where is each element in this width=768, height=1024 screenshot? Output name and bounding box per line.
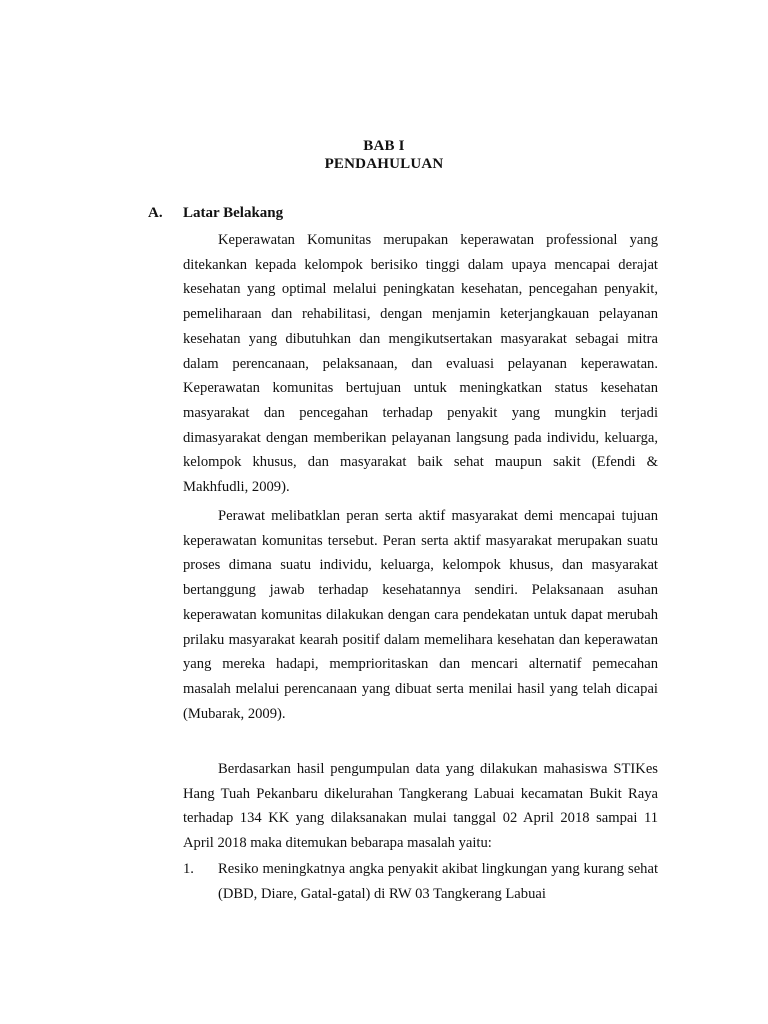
paragraph: Keperawatan Komunitas merupakan keperawatan professional yang ditekankan kepada kelompok berisiko tinggi dalam upaya mencapai derajat kesehatan yang optimal melalui peningkatan kesehatan, pencegahan penyakit, pemeliharaan dan rehabilitasi, dengan menjamin keterjangkauan pelayanan kesehatan yang dibutuhkan dan mengikutsertakan masyarakat sebagai mitra dalam perencanaan, pelaksanaan, dan evaluasi pelayanan keperawatan. Keperawatan komunitas bertujuan untuk meningkatkan status kesehatan masyarakat dan pencegahan terhadap penyakit yang mungkin terjadi dimasyarakat dengan memberikan pelayanan langsung pada individu, keluarga, kelompok khusus, dan masyarakat baik sehat maupun sakit (Efendi & Makhfudli, 2009). — [183, 232, 658, 496]
list-item-text: Resiko meningkatnya angka penyakit akibat lingkungan yang kurang sehat (DBD, Diare, Gatal-gatal) di RW 03 Tangkerang Labuai — [218, 861, 658, 902]
problem-list — [183, 857, 658, 906]
section-letter: A. — [148, 205, 163, 221]
chapter-number: BAB I — [363, 138, 405, 154]
list-item-number: 1. — [183, 861, 194, 877]
paragraph: Berdasarkan hasil pengumpulan data yang dilakukan mahasiswa STIKes Hang Tuah Pekanbaru dikelurahan Tangkerang Labuai kecamatan Bukit Raya terhadap 134 KK yang dilaksanakan mulai tanggal 02 April 2018 sampai 11 April 2018 maka ditemukan bebarapa masalah yaitu: — [183, 761, 658, 852]
chapter-title: PENDAHULUAN — [324, 156, 444, 172]
paragraph: Perawat melibatklan peran serta aktif masyarakat demi mencapai tujuan keperawatan komunitas tersebut. Peran serta aktif masyarakat merupakan suatu proses dimana suatu individu, keluarga, kelompok khusus, dan masyarakat bertanggung jawab terhadap kesehatannya sendiri. Pelaksanaan asuhan keperawatan komunitas dilakukan dengan cara pendekatan untuk dapat merubah prilaku masyarakat kearah positif dalam memelihara kesehatan dan keperawatan yang mereka hadapi, memprioritaskan dan mencari alternatif pemecahan masalah melalui perencanaan yang dibuat serta menilai hasil yang telah dicapai (Mubarak, 2009). — [183, 508, 658, 722]
list-item — [183, 857, 658, 906]
section-title: Latar Belakang — [183, 205, 284, 221]
